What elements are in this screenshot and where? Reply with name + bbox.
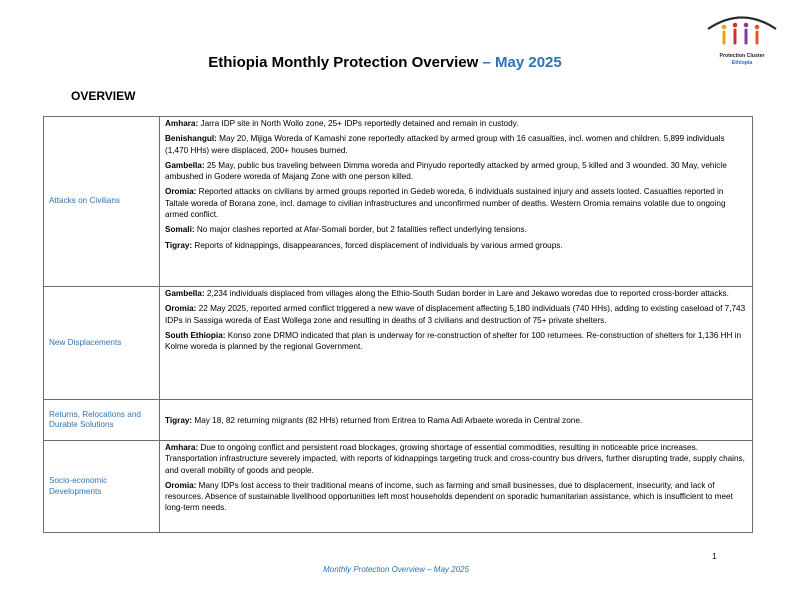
entry-region: Gambella: [165, 160, 205, 170]
entry-region: South Ethiopia: [165, 330, 226, 340]
page-number: 1 [712, 551, 717, 561]
entry-region: Tigray: [165, 240, 193, 250]
entry [165, 118, 747, 129]
entry-region: Oromia: [165, 187, 197, 197]
table-row [44, 441, 753, 533]
protection-overview-table [43, 116, 753, 533]
entry-text: 2,234 individuals displaced from villages along the Ethio-South Sudan border in Lare and Jekawo woredas due to reported cross-border attacks. [204, 289, 729, 298]
entry-region: Gambella: [165, 289, 205, 298]
entries-cell [160, 400, 753, 441]
entry-text: Due to ongoing conflict and persistent road blockages, growing shortage of essential commodities, resulting in noticeable price increases. Transportation infrastructure severely impacted, with reports of kidnappings targeting truck and cross-country bus drivers, further disrupting trade, supply chains, and overall mobility of goods and people. [165, 443, 745, 475]
category-cell: Socio-economic Developments [44, 441, 160, 533]
title-main: Ethiopia Monthly Protection Overview [208, 54, 479, 71]
entry [165, 186, 747, 220]
entry-region: Oromia: [165, 304, 197, 314]
entry-text: Many IDPs lost access to their traditional means of income, such as farming and small businesses, due to displacement, insecurity, and lack of resources. Absence of sustainable livelihood opportunities left most households dependent on sporadic humanitarian assistance, which is insufficient to meet long-term needs. [165, 480, 733, 513]
table-row [44, 117, 753, 287]
logo-title: Protection Cluster [719, 53, 765, 59]
entry [165, 442, 747, 476]
entry [165, 133, 747, 156]
section-heading: OVERVIEW [71, 89, 136, 103]
category-cell: New Displacements [44, 287, 160, 400]
logo-subtitle: Ethiopia [731, 60, 753, 66]
entry-text: May 20, Mijiga Woreda of Kamashi zone reportedly attacked by armed group with 16 casualties, incl. women and children. 5,899 individuals (1,470 HHs) were displaced, 200+ houses burned. [165, 134, 725, 155]
entry [165, 224, 747, 235]
entry-region: Amhara: [165, 119, 199, 128]
entries-cell [160, 117, 753, 287]
logo-figures-icon [704, 12, 780, 54]
entry [165, 480, 747, 514]
entry-text: Reports of kidnappings, disappearances, forced displacement of individuals by various armed groups. [192, 240, 563, 250]
entry-region: Amhara: [165, 443, 199, 452]
entry-region: Somali: [165, 225, 195, 235]
entry-text: 25 May, public bus traveling between Dimma woreda and Pinyudo reportedly attacked by armed group, 5 killed and 3 wounded. 30 May, vehicle ambushed in Godere woreda of Majang Zone with one person killed. [165, 160, 727, 182]
entry [165, 240, 747, 251]
title-month: May 2025 [495, 54, 562, 71]
table-row [44, 287, 753, 400]
page-footer: Monthly Protection Overview – May 2025 [323, 565, 469, 574]
page-title [0, 54, 770, 71]
category-cell: Returns, Relocations and Durable Solutions [44, 400, 160, 441]
title-separator: – [478, 54, 495, 71]
entry [165, 160, 747, 183]
entry-text: May 18, 82 returning migrants (82 HHs) returned from Eritrea to Rama Adi Arbaete woreda in Central zone. [192, 415, 583, 425]
entry-region: Tigray: [165, 415, 193, 425]
entry-region: Benishangul: [165, 134, 217, 144]
entry-text: 22 May 2025, reported armed conflict triggered a new wave of displacement affecting 5,180 individuals (740 HHs), adding to existing caseload of 7,743 IDPs in Sassiga woreda of East Wollega zone and resulting in deaths of 3 civilians and destruction of 75+ private shelters. [165, 304, 746, 325]
category-cell: Attacks on Civilians [44, 117, 160, 287]
entry-region: Oromia: [165, 480, 197, 490]
entry [165, 330, 747, 353]
entry-text: Reported attacks on civilians by armed groups reported in Gedeb woreda, 6 individuals sustained injury and assets looted. Casualties reported in Taltale woreda of Borana zone, incl. damage to civilian infrastructures and unconfirmed number of deaths. Western Oromia remains volatile due to ongoing armed conflict. [165, 187, 726, 220]
entry [165, 303, 747, 326]
entry-text: No major clashes reported at Afar-Somali border, but 2 fatalities reflect underlying tensions. [194, 225, 527, 235]
entry-text: Konso zone DRMO indicated that plan is underway for re-construction of shelter for 100 returnees. Re-construction of shelters for 1,136 HH in Kolme woreda is planned by the regional Government. [165, 330, 742, 352]
entry-text: Jarra IDP site in North Wollo zone, 25+ IDPs reportedly detained and remain in custody. [198, 119, 519, 128]
table-row [44, 400, 753, 441]
entry [165, 288, 747, 299]
entries-cell [160, 287, 753, 400]
entries-cell [160, 441, 753, 533]
entry [165, 415, 747, 426]
